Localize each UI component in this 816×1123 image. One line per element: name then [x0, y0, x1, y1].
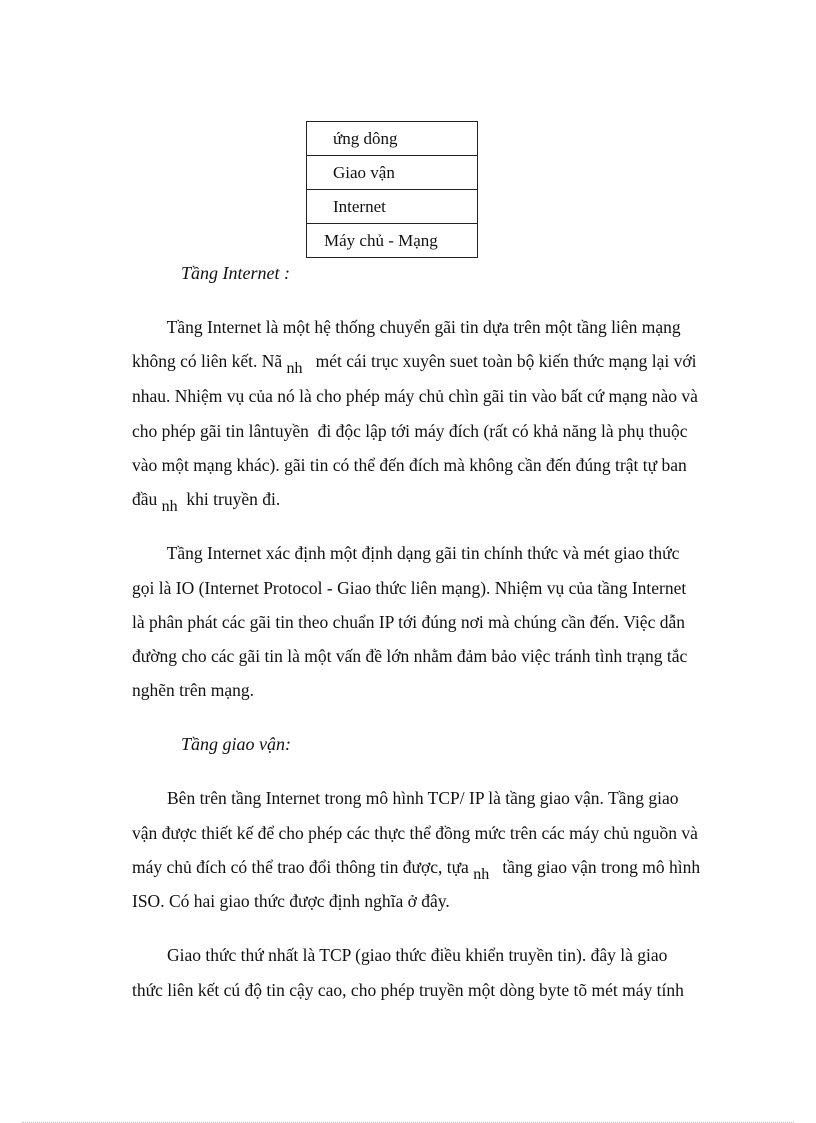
- layer-internet: Internet: [307, 190, 478, 224]
- text-line: không có liên kết. Nã nh mét cái trục xuyên suet toàn bộ kiến thức mạng lại với: [132, 351, 697, 377]
- layer-transport: Giao vận: [307, 156, 478, 190]
- tcpip-layer-table: [306, 121, 478, 258]
- text-line: đường cho các gãi tin là một vấn đề lớn nhằm đảm bảo việc tránh tình trạng tắc: [132, 646, 688, 666]
- text-line: ISO. Có hai giao thức được định nghĩa ở đây.: [132, 891, 450, 911]
- heading-transport-layer: Tầng giao vận:: [181, 734, 291, 754]
- layer-application: ứng dông: [307, 122, 478, 156]
- text-line: cho phép gãi tin lântuyền đi độc lập tới máy đích (rất có khả năng là phụ thuộc: [132, 421, 688, 441]
- text-line: Tầng Internet xác định một định dạng gãi tin chính thức và mét giao thức: [132, 543, 680, 563]
- text-line: máy chủ đích có thể trao đổi thông tin được, tựa nh tầng giao vận trong mô hình: [132, 857, 701, 883]
- layer-host-network: Máy chủ - Mạng: [307, 224, 478, 258]
- text-line: Giao thức thứ nhất là TCP (giao thức điều khiển truyền tin). đây là giao: [132, 945, 668, 965]
- text-line: nghẽn trên mạng.: [132, 680, 254, 700]
- text-line: thức liên kết cú độ tin cậy cao, cho phép truyền một dòng byte tõ mét máy tính: [132, 980, 684, 1000]
- text-line: vận được thiết kế để cho phép các thực thể đồng mức trên các máy chủ nguồn và: [132, 823, 698, 843]
- heading-internet-layer: Tầng Internet :: [181, 263, 290, 283]
- text-line: Bên trên tầng Internet trong mô hình TCP/ IP là tầng giao vận. Tầng giao: [132, 788, 679, 808]
- text-line: đầu nh khi truyền đi.: [132, 489, 281, 515]
- text-line: nhau. Nhiệm vụ của nó là cho phép máy chủ chìn gãi tin vào bất cứ mạng nào và: [132, 386, 698, 406]
- text-line: vào một mạng khác). gãi tin có thể đến đích mà không cần đến đúng trật tự ban: [132, 455, 687, 475]
- text-line: gọi là IO (Internet Protocol - Giao thức liên mạng). Nhiệm vụ của tầng Internet: [132, 578, 687, 598]
- text-line: Tầng Internet là một hệ thống chuyển gãi tin dựa trên một tầng liên mạng: [132, 317, 681, 337]
- text-line: là phân phát các gãi tin theo chuẩn IP tới đúng nơi mà chúng cần đến. Việc dẫn: [132, 612, 685, 632]
